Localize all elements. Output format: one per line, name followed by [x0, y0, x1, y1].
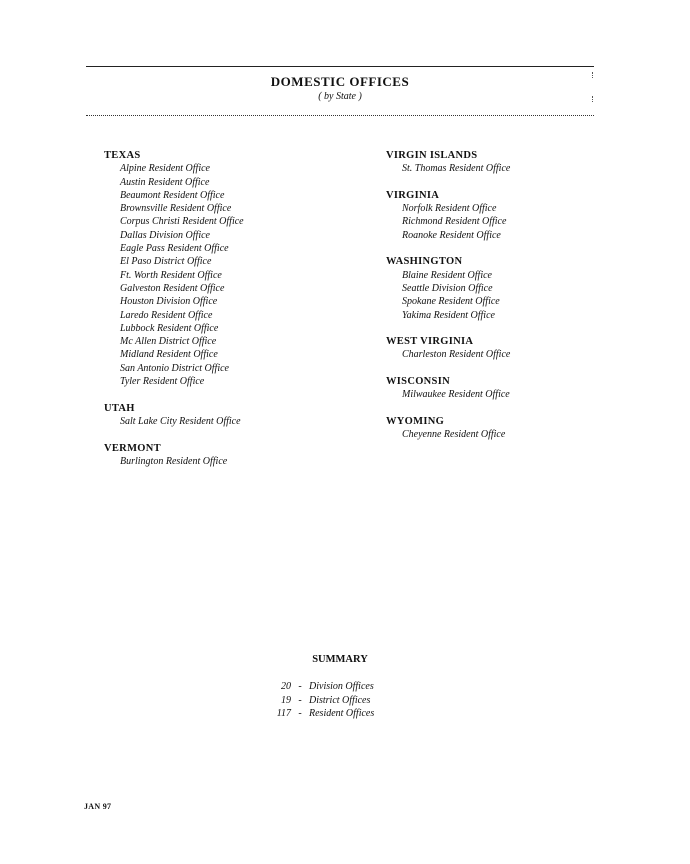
- office-item: Burlington Resident Office: [120, 455, 228, 467]
- office-item: Seattle Division Office: [402, 282, 493, 294]
- office-item: Corpus Christi Resident Office: [120, 216, 244, 228]
- state-group-wisconsin: [386, 375, 510, 402]
- summary-list: [265, 680, 374, 721]
- office-item: Salt Lake City Resident Office: [120, 415, 241, 427]
- state-heading: TEXAS: [104, 150, 141, 161]
- office-item: Midland Resident Office: [120, 349, 218, 361]
- office-item: Brownsville Resident Office: [120, 203, 232, 215]
- office-item: Blaine Resident Office: [402, 269, 492, 281]
- office-item: Roanoke Resident Office: [402, 229, 501, 241]
- office-item: Milwaukee Resident Office: [402, 389, 510, 401]
- page-title: DOMESTIC OFFICES: [270, 74, 410, 89]
- office-item: Spokane Resident Office: [402, 296, 500, 308]
- office-item: Richmond Resident Office: [402, 216, 507, 228]
- office-item: Austin Resident Office: [120, 176, 210, 188]
- summary-count: 117: [276, 708, 291, 719]
- state-heading: VIRGIN ISLANDS: [386, 150, 478, 161]
- state-heading: WASHINGTON: [386, 256, 463, 268]
- left-column: [104, 149, 244, 481]
- state-group-virginia: [386, 189, 510, 242]
- state-group-west-virginia: [386, 335, 510, 362]
- summary-dash: -: [298, 694, 302, 706]
- state-heading: VERMONT: [104, 442, 161, 454]
- header-bottom-rule: [86, 115, 594, 116]
- office-item: Mc Allen District Office: [120, 336, 217, 348]
- state-heading: WYOMING: [386, 415, 445, 427]
- office-item: Charleston Resident Office: [402, 349, 511, 361]
- office-item: Dallas Division Office: [120, 229, 210, 241]
- summary-dash: -: [298, 681, 302, 692]
- summary-count: 20: [281, 681, 291, 692]
- office-item: Lubbock Resident Office: [120, 322, 219, 334]
- state-heading: WISCONSIN: [386, 376, 450, 388]
- office-item: El Paso District Office: [120, 256, 212, 268]
- summary-row: [265, 707, 374, 721]
- summary-row: [265, 694, 374, 708]
- state-heading: VIRGINIA: [386, 189, 440, 201]
- office-item: Houston Division Office: [120, 296, 218, 308]
- summary-title: SUMMARY: [312, 654, 368, 665]
- state-group-vermont: [104, 442, 244, 469]
- summary-label: Division Offices: [309, 681, 374, 692]
- state-group-texas: [104, 149, 244, 388]
- office-item: Yakima Resident Office: [402, 309, 495, 321]
- footer-date: JAN 97: [84, 802, 112, 811]
- state-group-utah: [104, 402, 244, 429]
- header-top-rule: [86, 66, 594, 67]
- summary-row: [265, 680, 374, 694]
- office-item: Cheyenne Resident Office: [402, 429, 506, 441]
- state-heading: WEST VIRGINIA: [386, 336, 474, 348]
- summary-dash: -: [298, 708, 302, 719]
- office-item: Beaumont Resident Office: [120, 189, 225, 201]
- state-group-virgin-islands: [386, 149, 510, 176]
- page-subtitle: ( by State ): [318, 91, 362, 102]
- office-item: Alpine Resident Office: [120, 163, 210, 175]
- office-item: Galveston Resident Office: [120, 282, 225, 294]
- office-item: Laredo Resident Office: [120, 309, 213, 321]
- office-item: Eagle Pass Resident Office: [120, 243, 229, 255]
- right-column: [386, 149, 510, 455]
- office-item: Norfolk Resident Office: [402, 203, 497, 215]
- office-item: San Antonio District Office: [120, 362, 229, 374]
- state-group-washington: [386, 255, 510, 321]
- summary-count: 19: [281, 694, 291, 706]
- office-item: Ft. Worth Resident Office: [120, 269, 222, 281]
- summary-label: District Offices: [309, 694, 371, 706]
- office-item: Tyler Resident Office: [120, 376, 205, 388]
- state-heading: UTAH: [104, 402, 135, 414]
- summary-label: Resident Offices: [309, 708, 375, 719]
- office-item: St. Thomas Resident Office: [402, 163, 511, 175]
- state-group-wyoming: [386, 415, 510, 442]
